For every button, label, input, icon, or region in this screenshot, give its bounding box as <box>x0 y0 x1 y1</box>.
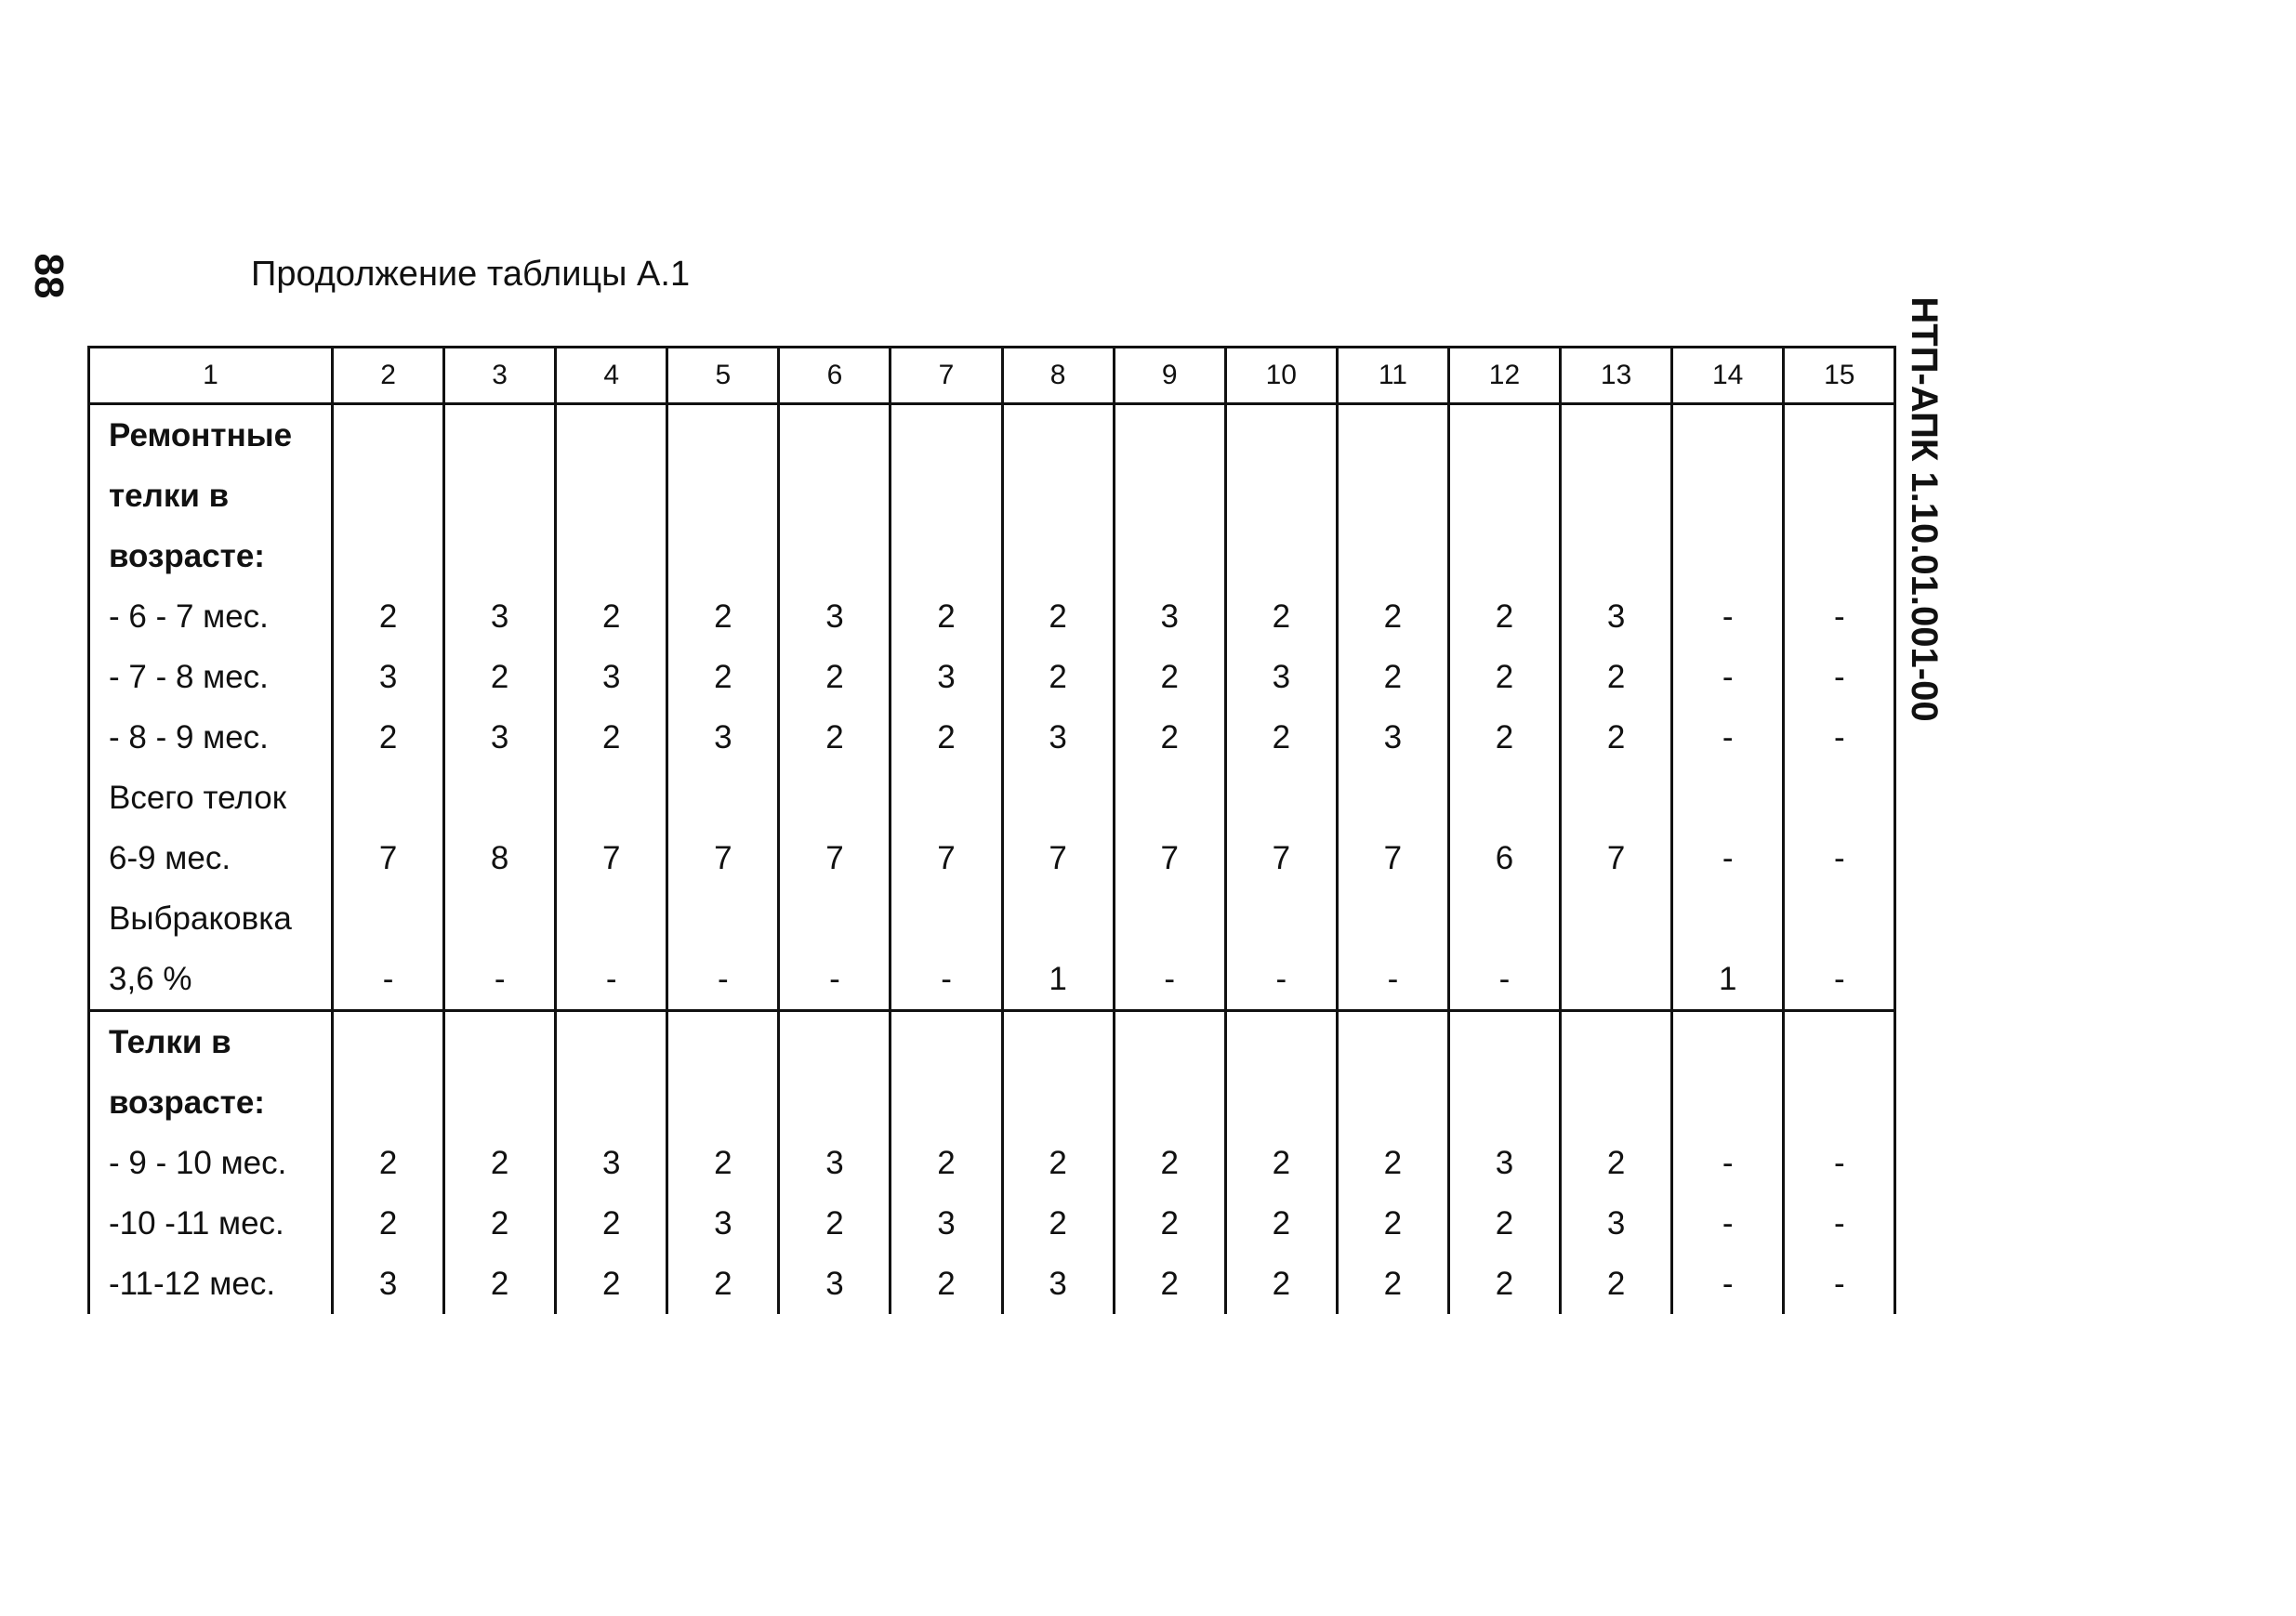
table-cell <box>1114 526 1225 586</box>
table-row <box>89 1254 1895 1314</box>
table-cell <box>556 888 667 949</box>
table-cell <box>333 526 444 586</box>
table-cell: 3 <box>1225 647 1337 707</box>
column-header-11: 11 <box>1337 348 1448 404</box>
table-row <box>89 768 1895 828</box>
table-cell <box>1337 1072 1448 1133</box>
row-label: -10 -11 мес. <box>89 1193 333 1254</box>
table-cell: - <box>891 949 1002 1011</box>
table-cell: 7 <box>667 828 779 888</box>
table-row <box>89 949 1895 1011</box>
table-cell: 2 <box>1448 1193 1560 1254</box>
table-cell: 2 <box>1002 586 1114 647</box>
table-cell <box>667 1011 779 1073</box>
table-cell: - <box>1448 949 1560 1011</box>
table-cell <box>1672 1011 1784 1073</box>
table-cell: 8 <box>444 828 556 888</box>
column-header-3: 3 <box>444 348 556 404</box>
table-cell: 3 <box>667 1193 779 1254</box>
table-cell: 2 <box>891 1133 1002 1193</box>
table-cell <box>333 768 444 828</box>
table-cell: 2 <box>779 1193 891 1254</box>
table-cell: - <box>1784 707 1895 768</box>
row-label: - 6 - 7 мес. <box>89 586 333 647</box>
table-cell: 7 <box>1002 828 1114 888</box>
table-row <box>89 707 1895 768</box>
table-cell <box>1337 1011 1448 1073</box>
table-cell <box>1225 466 1337 526</box>
table-cell: 2 <box>1225 586 1337 647</box>
table-cell <box>1784 888 1895 949</box>
table-cell: - <box>1784 586 1895 647</box>
table-cell: 3 <box>667 707 779 768</box>
row-label: возрасте: <box>89 1072 333 1133</box>
table-cell <box>1225 404 1337 466</box>
table-cell <box>1114 888 1225 949</box>
table-cell: 3 <box>779 586 891 647</box>
table-cell: 2 <box>779 707 891 768</box>
table-cell <box>444 888 556 949</box>
table-caption: Продолжение таблицы А.1 <box>251 255 691 294</box>
table-cell: 2 <box>1561 1254 1672 1314</box>
table-cell <box>1448 404 1560 466</box>
table-cell <box>667 404 779 466</box>
table-cell: 2 <box>1002 1193 1114 1254</box>
table-cell <box>1114 768 1225 828</box>
row-label: телки в <box>89 466 333 526</box>
column-header-9: 9 <box>1114 348 1225 404</box>
table-cell: 7 <box>779 828 891 888</box>
table-cell: - <box>1784 1133 1895 1193</box>
table-cell <box>1561 466 1672 526</box>
table-cell: 3 <box>444 707 556 768</box>
table-cell <box>1672 526 1784 586</box>
table-cell: - <box>1672 1133 1784 1193</box>
table-cell: 2 <box>891 586 1002 647</box>
table-cell: 2 <box>1337 586 1448 647</box>
data-table <box>87 346 1896 1314</box>
table-cell: 2 <box>1448 707 1560 768</box>
table-cell: 1 <box>1672 949 1784 1011</box>
table-cell <box>1448 1072 1560 1133</box>
table-cell: 2 <box>1448 647 1560 707</box>
row-label: Телки в <box>89 1011 333 1073</box>
table-cell: 3 <box>779 1254 891 1314</box>
column-header-8: 8 <box>1002 348 1114 404</box>
table-cell: 2 <box>667 647 779 707</box>
table-cell: 1 <box>1002 949 1114 1011</box>
table-cell: 2 <box>1337 1193 1448 1254</box>
table-row <box>89 404 1895 466</box>
table-body <box>89 404 1895 1315</box>
table-cell: 2 <box>667 1254 779 1314</box>
table-cell: - <box>1114 949 1225 1011</box>
table-cell <box>1114 1011 1225 1073</box>
table-cell: - <box>1672 1254 1784 1314</box>
page-number: 88 <box>26 253 72 299</box>
column-header-1: 1 <box>89 348 333 404</box>
table-cell: 2 <box>333 1133 444 1193</box>
table-cell: 3 <box>891 647 1002 707</box>
table-cell: 2 <box>1337 1133 1448 1193</box>
header-row <box>89 348 1895 404</box>
table-cell: - <box>556 949 667 1011</box>
table-cell: 3 <box>1448 1133 1560 1193</box>
table-cell: 3 <box>891 1193 1002 1254</box>
table-cell: 2 <box>444 1133 556 1193</box>
table-cell <box>1672 404 1784 466</box>
row-label: Выбраковка <box>89 888 333 949</box>
table-cell <box>667 888 779 949</box>
table-cell: 2 <box>333 586 444 647</box>
table-cell <box>444 404 556 466</box>
table-cell: 2 <box>1114 1254 1225 1314</box>
table-cell: 2 <box>1337 647 1448 707</box>
table-cell <box>779 1011 891 1073</box>
table-cell <box>556 404 667 466</box>
table-cell <box>891 526 1002 586</box>
table-cell: 2 <box>556 586 667 647</box>
column-header-12: 12 <box>1448 348 1560 404</box>
table-cell <box>1002 466 1114 526</box>
table-cell <box>1337 404 1448 466</box>
table-row <box>89 1072 1895 1133</box>
table-cell: 2 <box>556 1193 667 1254</box>
table-cell: - <box>1672 1193 1784 1254</box>
table-cell: 2 <box>444 1193 556 1254</box>
table-cell <box>891 466 1002 526</box>
table-cell: 2 <box>444 1254 556 1314</box>
table-cell <box>556 526 667 586</box>
table-cell: 2 <box>779 647 891 707</box>
table-cell <box>333 888 444 949</box>
table-cell: 7 <box>1561 828 1672 888</box>
table-cell <box>1561 949 1672 1011</box>
table-cell: 2 <box>1225 1133 1337 1193</box>
table-cell <box>333 404 444 466</box>
table-cell <box>1561 526 1672 586</box>
table-cell <box>667 526 779 586</box>
table-cell: - <box>1225 949 1337 1011</box>
table-cell <box>1784 466 1895 526</box>
table-cell: 3 <box>1002 707 1114 768</box>
table-cell: - <box>1784 647 1895 707</box>
table-cell: 3 <box>333 647 444 707</box>
table-cell <box>1672 888 1784 949</box>
table-cell: 2 <box>333 707 444 768</box>
table-cell: 2 <box>1114 647 1225 707</box>
table-cell <box>1225 768 1337 828</box>
table-cell <box>1672 1072 1784 1133</box>
table-cell <box>1114 466 1225 526</box>
table-cell: 2 <box>1114 707 1225 768</box>
table-cell <box>1002 526 1114 586</box>
table-cell: 2 <box>1337 1254 1448 1314</box>
table-cell <box>1225 526 1337 586</box>
table-cell <box>1784 768 1895 828</box>
table-cell <box>779 526 891 586</box>
table-cell <box>1448 888 1560 949</box>
table-row <box>89 466 1895 526</box>
table-cell: 2 <box>444 647 556 707</box>
column-header-7: 7 <box>891 348 1002 404</box>
table-cell: 2 <box>1225 1254 1337 1314</box>
table-cell: 2 <box>1225 707 1337 768</box>
table-row <box>89 888 1895 949</box>
table-cell: 2 <box>1225 1193 1337 1254</box>
row-label: 3,6 % <box>89 949 333 1011</box>
table-cell: 2 <box>1561 707 1672 768</box>
table-cell: - <box>333 949 444 1011</box>
row-label: Ремонтные <box>89 404 333 466</box>
table-row <box>89 526 1895 586</box>
table-cell <box>667 1072 779 1133</box>
table-cell <box>779 768 891 828</box>
table-cell: 2 <box>1561 1133 1672 1193</box>
table-cell <box>1002 1011 1114 1073</box>
table-cell <box>1672 768 1784 828</box>
row-label: 6-9 мес. <box>89 828 333 888</box>
table-cell <box>1784 404 1895 466</box>
table-cell <box>556 1072 667 1133</box>
table-cell: 2 <box>1114 1133 1225 1193</box>
table-cell: 2 <box>556 1254 667 1314</box>
table-cell <box>444 1011 556 1073</box>
table-cell: 3 <box>779 1133 891 1193</box>
row-label: - 7 - 8 мес. <box>89 647 333 707</box>
table-cell: 7 <box>1337 828 1448 888</box>
table-cell <box>1114 404 1225 466</box>
table-cell: - <box>1784 828 1895 888</box>
table-cell: 3 <box>1002 1254 1114 1314</box>
table-cell <box>1337 768 1448 828</box>
document-code: НТП-АПК 1.10.01.001-00 <box>1904 296 1945 722</box>
column-header-10: 10 <box>1225 348 1337 404</box>
table-cell: - <box>1672 586 1784 647</box>
table-cell <box>1002 404 1114 466</box>
table-cell <box>1448 526 1560 586</box>
table-cell <box>1561 1011 1672 1073</box>
table-cell <box>1002 1072 1114 1133</box>
table-cell <box>1337 526 1448 586</box>
table-cell <box>444 466 556 526</box>
column-header-13: 13 <box>1561 348 1672 404</box>
row-label: - 8 - 9 мес. <box>89 707 333 768</box>
table-cell: 7 <box>1114 828 1225 888</box>
table-row <box>89 586 1895 647</box>
table-cell <box>556 1011 667 1073</box>
table-cell <box>333 1011 444 1073</box>
table-cell <box>444 768 556 828</box>
row-label: возрасте: <box>89 526 333 586</box>
table-cell: 7 <box>891 828 1002 888</box>
table-cell <box>1225 1072 1337 1133</box>
table-cell <box>1784 1011 1895 1073</box>
table-cell <box>1561 888 1672 949</box>
table-cell <box>1672 466 1784 526</box>
table-cell <box>891 1011 1002 1073</box>
table-cell: - <box>667 949 779 1011</box>
column-header-15: 15 <box>1784 348 1895 404</box>
column-header-4: 4 <box>556 348 667 404</box>
table-cell: 2 <box>1114 1193 1225 1254</box>
table-cell: - <box>1337 949 1448 1011</box>
table-cell: 7 <box>333 828 444 888</box>
table-cell: 6 <box>1448 828 1560 888</box>
table-cell <box>556 466 667 526</box>
table-cell <box>779 466 891 526</box>
table-cell: 3 <box>444 586 556 647</box>
table-cell <box>1561 1072 1672 1133</box>
table-row <box>89 1011 1895 1073</box>
table-cell: 3 <box>1561 1193 1672 1254</box>
table-cell: 2 <box>1002 647 1114 707</box>
table-cell <box>1002 888 1114 949</box>
column-header-5: 5 <box>667 348 779 404</box>
table-cell <box>1448 768 1560 828</box>
table-cell: 3 <box>1114 586 1225 647</box>
column-header-6: 6 <box>779 348 891 404</box>
table-cell <box>1561 768 1672 828</box>
column-header-14: 14 <box>1672 348 1784 404</box>
table-cell: - <box>1784 1254 1895 1314</box>
table-cell <box>444 526 556 586</box>
table-cell: - <box>779 949 891 1011</box>
table-row <box>89 1193 1895 1254</box>
table-cell <box>891 888 1002 949</box>
table-cell: 2 <box>667 1133 779 1193</box>
table-cell: 2 <box>333 1193 444 1254</box>
table-cell <box>1002 768 1114 828</box>
table-cell <box>1784 1072 1895 1133</box>
table-cell <box>1561 404 1672 466</box>
table-cell: 2 <box>891 1254 1002 1314</box>
table-cell <box>1784 526 1895 586</box>
table-cell <box>667 466 779 526</box>
table-cell: 7 <box>556 828 667 888</box>
table-cell: 2 <box>1002 1133 1114 1193</box>
table-cell: - <box>1672 707 1784 768</box>
table-cell: - <box>1784 1193 1895 1254</box>
table-cell: 3 <box>556 647 667 707</box>
column-header-2: 2 <box>333 348 444 404</box>
table-cell <box>1448 466 1560 526</box>
table-cell: 2 <box>1561 647 1672 707</box>
table-cell: 7 <box>1225 828 1337 888</box>
table-cell <box>333 466 444 526</box>
table-row <box>89 1133 1895 1193</box>
row-label: - 9 - 10 мес. <box>89 1133 333 1193</box>
table-cell: 2 <box>667 586 779 647</box>
table-row <box>89 647 1895 707</box>
table-cell <box>333 1072 444 1133</box>
table-cell <box>1225 888 1337 949</box>
table-cell: 2 <box>1448 586 1560 647</box>
table-cell: 2 <box>1448 1254 1560 1314</box>
table-row <box>89 828 1895 888</box>
table-cell <box>779 404 891 466</box>
table-cell: 3 <box>1337 707 1448 768</box>
table-cell <box>779 1072 891 1133</box>
table-cell: - <box>1672 647 1784 707</box>
table-cell: - <box>1672 828 1784 888</box>
table-cell: 3 <box>1561 586 1672 647</box>
table-cell <box>667 768 779 828</box>
table-cell <box>556 768 667 828</box>
table-cell: 3 <box>556 1133 667 1193</box>
table-cell: 2 <box>556 707 667 768</box>
table-cell <box>1448 1011 1560 1073</box>
table-cell: - <box>444 949 556 1011</box>
row-label: Всего телок <box>89 768 333 828</box>
table-cell: 3 <box>333 1254 444 1314</box>
table-cell: 2 <box>891 707 1002 768</box>
table-cell <box>891 768 1002 828</box>
table-cell <box>1225 1011 1337 1073</box>
table-cell <box>891 404 1002 466</box>
row-label: -11-12 мес. <box>89 1254 333 1314</box>
table-cell <box>891 1072 1002 1133</box>
table-cell <box>779 888 891 949</box>
table-cell <box>444 1072 556 1133</box>
table-cell: - <box>1784 949 1895 1011</box>
table-cell <box>1337 888 1448 949</box>
table-cell <box>1114 1072 1225 1133</box>
table-cell <box>1337 466 1448 526</box>
